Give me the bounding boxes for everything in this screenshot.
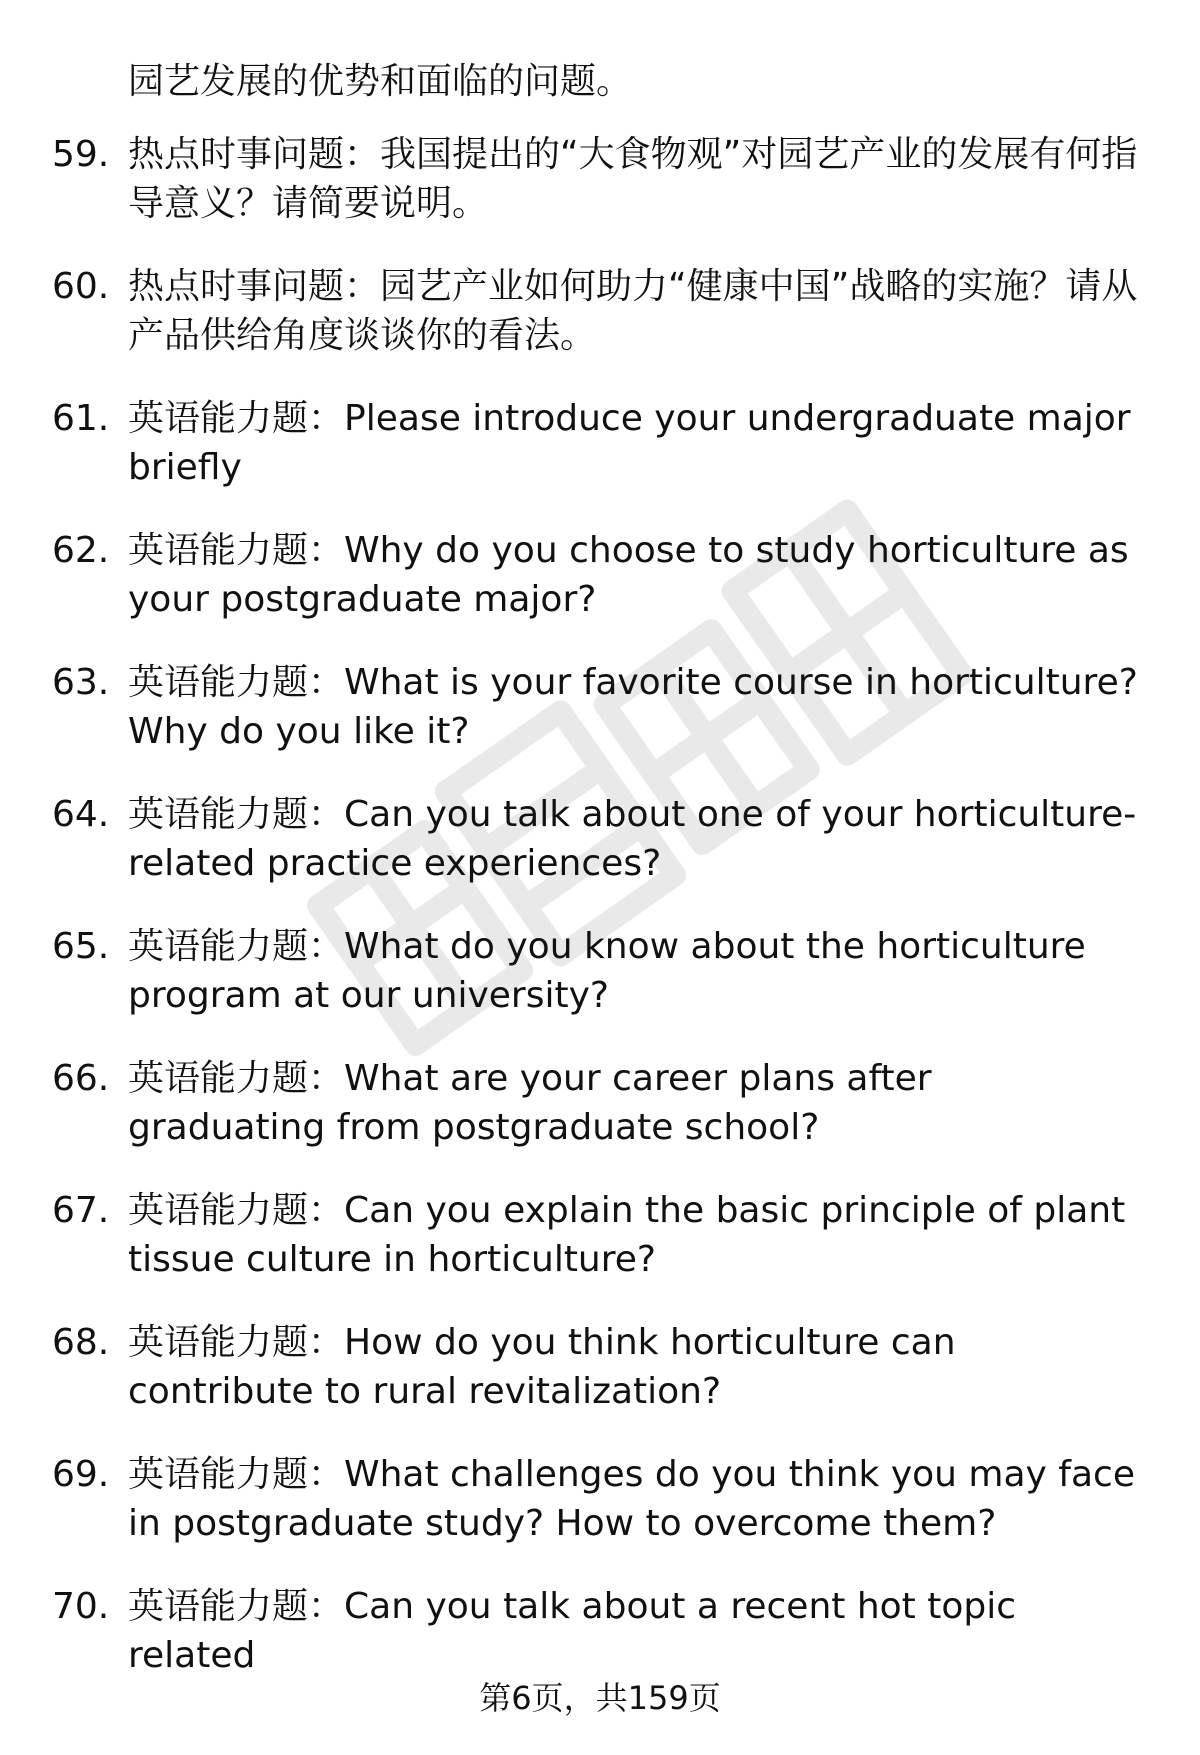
question-number: 62. [52, 530, 110, 571]
question-body [128, 922, 1138, 1020]
question-body [128, 658, 1138, 756]
question-category: 热点时事问题： [128, 134, 381, 175]
question-number: 65. [52, 926, 110, 967]
question-text: Why do you choose to study horticulture as your postgraduate major? [128, 530, 1129, 620]
question-number: 69. [52, 1454, 110, 1495]
question-number: 60. [52, 266, 110, 307]
question-body [128, 1318, 1138, 1416]
question-text: 园艺产业如何助力“健康中国”战略的实施？请从产品供给角度谈谈你的看法。 [128, 266, 1138, 356]
question-body [128, 526, 1138, 624]
question-number: 70. [52, 1586, 110, 1627]
question-body [128, 1054, 1138, 1152]
question-number: 64. [52, 794, 110, 835]
question-body [128, 790, 1138, 888]
question-category: 热点时事问题： [128, 266, 381, 307]
continuation-text: 园艺发展的优势和面临的问题。 [128, 61, 633, 102]
question-body [128, 262, 1138, 360]
question-number: 66. [52, 1058, 110, 1099]
question-category: 英语能力题： [128, 926, 345, 967]
question-body [128, 1582, 1138, 1680]
question-category: 英语能力题： [128, 794, 345, 835]
question-text: Can you talk about one of your horticulture-related practice experiences? [128, 794, 1137, 884]
question-number: 68. [52, 1322, 110, 1363]
question-text: What is your favorite course in horticulture? Why do you like it? [128, 662, 1138, 752]
question-text: How do you think horticulture can contribute to rural revitalization? [128, 1322, 956, 1412]
question-number: 63. [52, 662, 110, 703]
question-number: 67. [52, 1190, 110, 1231]
question-body [128, 1450, 1138, 1548]
question-number: 61. [52, 398, 110, 439]
question-category: 英语能力题： [128, 662, 345, 703]
question-category: 英语能力题： [128, 1454, 345, 1495]
question-text: What do you know about the horticulture program at our university? [128, 926, 1086, 1016]
question-body [128, 394, 1138, 492]
question-text: 我国提出的“大食物观”对园艺产业的发展有何指导意义？请简要说明。 [128, 134, 1138, 224]
question-number: 59. [52, 134, 110, 175]
question-category: 英语能力题： [128, 398, 345, 439]
question-text: Can you explain the basic principle of plant tissue culture in horticulture? [128, 1190, 1126, 1280]
question-category: 英语能力题： [128, 1058, 345, 1099]
question-text: Can you talk about a recent hot topic related [128, 1586, 1017, 1676]
question-text: Please introduce your undergraduate major briefly [128, 398, 1131, 488]
page-footer: 第6页，共159页 [479, 1679, 721, 1717]
question-category: 英语能力题： [128, 1190, 345, 1231]
question-category: 英语能力题： [128, 1586, 345, 1627]
question-text: What challenges do you think you may face in postgraduate study? How to overcome them? [128, 1454, 1135, 1544]
question-category: 英语能力题： [128, 530, 345, 571]
question-body [128, 1186, 1138, 1284]
question-body [128, 130, 1138, 228]
question-category: 英语能力题： [128, 1322, 345, 1363]
question-text: What are your career plans after graduating from postgraduate school? [128, 1058, 932, 1148]
